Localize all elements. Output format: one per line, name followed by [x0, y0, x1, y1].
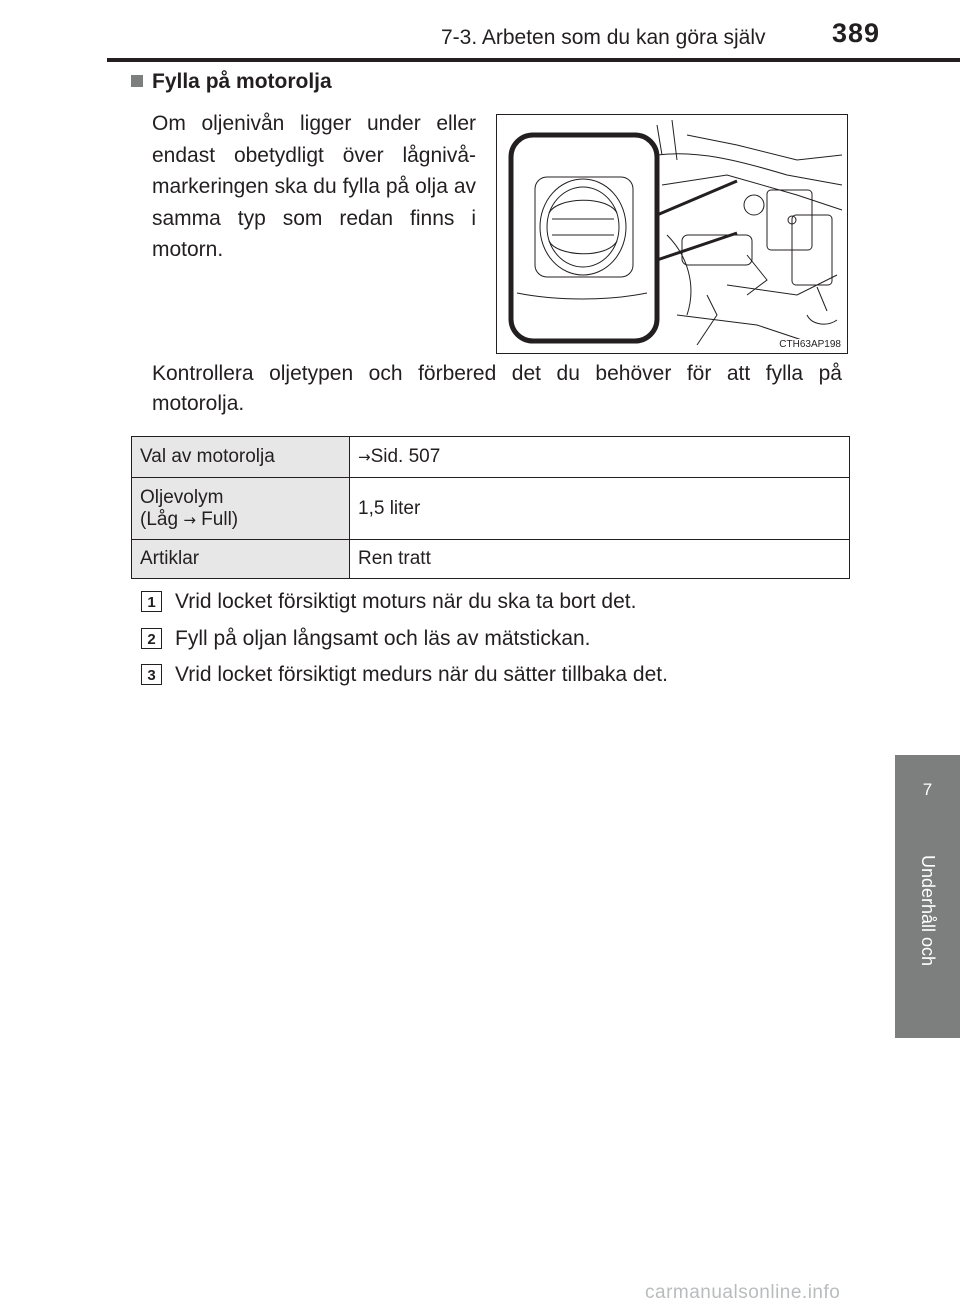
figure-code: CTH63AP198 — [779, 339, 841, 350]
header-divider — [107, 58, 960, 62]
step-2 — [141, 627, 591, 651]
engine-bay-illustration — [497, 115, 846, 352]
table-value-oil-volume: 1,5 liter — [350, 478, 850, 540]
table-label-oil-volume — [132, 478, 350, 540]
step-1 — [141, 590, 636, 614]
table-value-oil-choice[interactable] — [350, 437, 850, 478]
arrow-right-icon: → — [358, 448, 371, 466]
table-label-items: Artiklar — [132, 540, 350, 579]
chapter-title: Underhåll och skötsel — [853, 855, 938, 967]
square-bullet-icon — [131, 75, 143, 87]
table-label-oil-choice: Val av motorolja — [132, 437, 350, 478]
step-number-badge: 2 — [141, 628, 162, 649]
section-heading-text: Fylla på motorolja — [152, 70, 332, 93]
page-reference-link[interactable]: Sid. 507 — [370, 446, 441, 467]
arrow-right-icon: → — [183, 510, 196, 529]
step-number-badge: 1 — [141, 591, 162, 612]
preparation-paragraph: Kontrollera oljetypen och förbered det du behöver för att fylla på motorolja. — [152, 362, 842, 415]
table-row — [132, 437, 850, 478]
table-value-items: Ren tratt — [350, 540, 850, 579]
running-header-title: 7-3. Arbeten som du kan göra själv — [441, 26, 766, 49]
intro-paragraph: Om oljenivån ligger under eller endast obetydligt över lågnivå-markeringen ska du fylla på olja av samma typ som redan finns i motorn. — [152, 112, 476, 261]
step-number-badge: 3 — [141, 664, 162, 685]
oil-volume-sublabel-post: Full) — [195, 508, 239, 530]
section-heading — [131, 70, 332, 94]
step-3 — [141, 663, 668, 687]
oil-volume-sublabel-pre: (Låg — [140, 508, 184, 530]
oil-volume-label: Oljevolym — [140, 486, 224, 508]
engine-bay-lines — [657, 120, 842, 345]
watermark: carmanualsonline.info — [645, 1282, 841, 1303]
step-text: Vrid locket försiktigt medurs när du sätter tillbaka det. — [175, 663, 668, 686]
oil-spec-table — [131, 436, 850, 579]
zoom-callout — [511, 135, 657, 341]
step-text: Vrid locket försiktigt moturs när du ska ta bort det. — [175, 590, 637, 613]
table-row — [132, 540, 850, 579]
page-number: 389 — [832, 18, 881, 48]
chapter-number: 7 — [922, 780, 933, 799]
chapter-side-tab[interactable] — [853, 755, 960, 1038]
oil-filler-cap-figure — [496, 114, 848, 354]
step-text: Fyll på oljan långsamt och läs av mätstickan. — [175, 627, 591, 650]
table-row — [132, 478, 850, 540]
